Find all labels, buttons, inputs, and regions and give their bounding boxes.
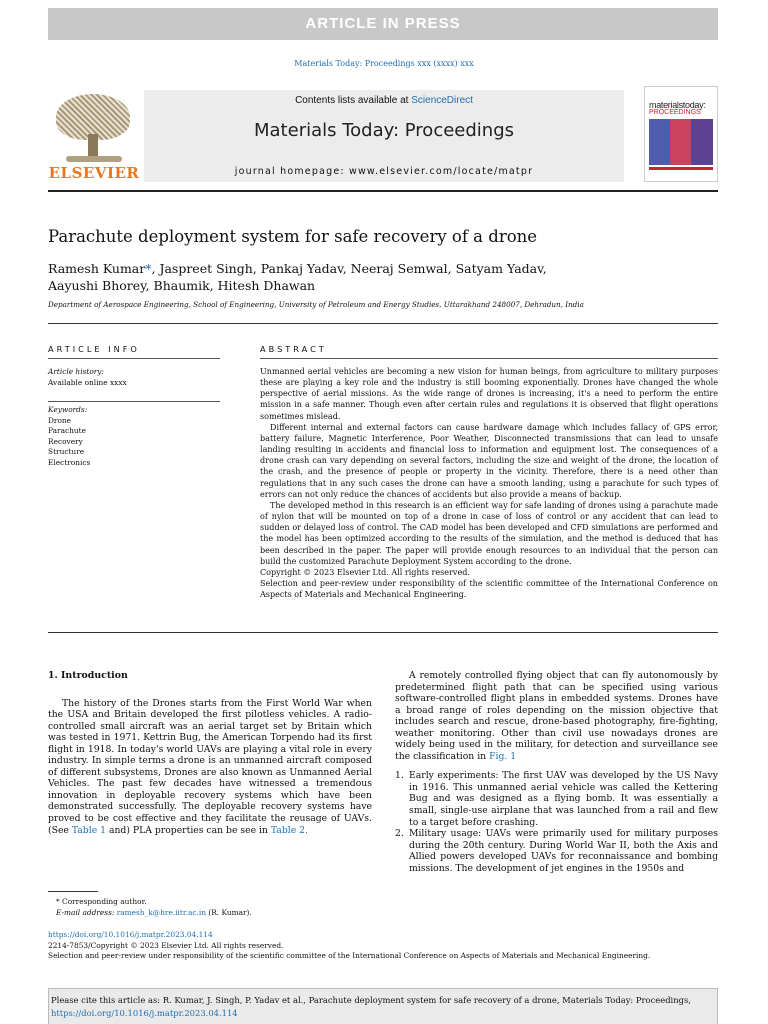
journal-cover-image[interactable]	[644, 86, 718, 182]
citation-box	[48, 988, 718, 1024]
issn-copyright: 2214-7853/Copyright © 2023 Elsevier Ltd. All rights reserved.	[48, 940, 284, 950]
body-paragraph: A remotely controlled flying object that can fly autonomously by predetermined flight path that can be specified using various software-controlled flight plans in embedded systems. Drones have a broad range of roles depending on the mission objective that includes search and rescue, drone-based photography, fire-fighting, weather monitoring. Other than civil use nowadays drones are widely being used in the military, for detection and surveillance see the classification in Fig. 1	[395, 670, 718, 762]
list-item: 1. Early experiments: The first UAV was developed by the US Navy in 1916. This unmanned aerial vehicle was called the Kettering Bug and was designed as a flying bomb. It was essentially a small, single-use airplane that was launched from a rail and flew to a target before crashing.	[395, 770, 718, 828]
affiliation: Department of Aerospace Engineering, School of Engineering, University of Petroleum and Energy Studies, Uttarakhand 248007, Dehradun, India	[48, 300, 584, 309]
cover-subtitle: PROCEEDINGS	[649, 109, 701, 116]
cover-title: materialstoday:	[649, 100, 706, 110]
list-item: 2. Military usage: UAVs were primarily used for military purposes during the 20th century. During World War II, both the Axis and Allied powers developed UAVs for reconnaissance and bombing missions. The development of jet engines in the 1950s and	[395, 828, 718, 874]
article-history: Article history: Available online xxxx	[48, 367, 127, 387]
selection-note: Selection and peer-review under responsibility of the scientific committee of the International Conference on Aspects of Materials and Mechanical Engineering.	[48, 951, 651, 960]
publisher-logo-text: ELSEVIER	[48, 164, 140, 182]
elsevier-logo[interactable]	[48, 90, 140, 182]
keywords: Keywords: Drone Parachute Recovery Structure Electronics	[48, 405, 218, 468]
keyword: Drone	[48, 415, 72, 425]
abstract-heading: ABSTRACT	[260, 344, 327, 354]
history-list	[395, 770, 718, 874]
journal-header	[144, 90, 624, 182]
author-name[interactable]: Ramesh Kumar	[48, 261, 146, 276]
abstract-paragraph: Unmanned aerial vehicles are becoming a new vision for human beings, from agriculture to military purposes these are playing a key role and the industry is still booming exponentially. Drones have changed the whole perspective of aerial missions. As the wide range of drones is increasing, it's a need to perform the entire mission in a safe manner. Though even after certain rules and regulations it is observed that flight operations sometimes mislead.	[260, 367, 718, 421]
section-heading: 1. Introduction	[48, 670, 128, 681]
keyword: Parachute	[48, 426, 86, 435]
corresponding-author-note: * Corresponding author.	[56, 897, 147, 906]
footnote: * Corresponding author. E-mail address: ramesh_k@hre.iitr.ac.in (R. Kumar).	[48, 896, 372, 918]
table-1-link[interactable]: Table 1	[71, 824, 106, 836]
abstract-paragraph: Different internal and external factors can cause hardware damage which includes fallacy of GPS error, battery failure, Magnetic Interference, Poor Weather, Disconnected transmissions that can lead to unsafe landing resulting in accidents and financial loss to information and equipment lost. The consequences of a drone crash can vary depending on several factors, including the size and weight of the drone, the location of the crash, and the presence of people or property in the vicinity. Therefore, there is a need other than regulations that in any such cases the drone can have a smooth landing, using a parachute for such types of errors can not only reduce the chances of accidents but also provide a means of backup.	[260, 422, 718, 499]
header-divider	[48, 190, 718, 192]
journal-title: Materials Today: Proceedings	[254, 120, 514, 141]
figure-1-link[interactable]: Fig. 1	[489, 750, 517, 762]
divider	[48, 323, 718, 324]
article-info-heading: ARTICLE INFO	[48, 344, 140, 354]
author-list: Ramesh Kumar*, Jaspreet Singh, Pankaj Yadav, Neeraj Semwal, Satyam Yadav, Aayushi Bhorey, Bhaumik, Hitesh Dhawan	[48, 261, 547, 293]
abstract-paragraph: The developed method in this research is an efficient way for safe landing of drones using a parachute made of nylon that will be mounted on top of a drone in case of loss of control or any accident that can lead to sudden or delayed loss of control. The CAD model has been developed and CFD simulations are performed and the model has been optimized according to the results of the simulation, and the method is deduced that has been described in the paper. The paper will provide enough resources to an individual that the person can build the customized Parachute Deployment System according to the drone.	[260, 500, 718, 566]
article-in-press-banner: ARTICLE IN PRESS	[48, 8, 718, 40]
keyword: Structure	[48, 447, 85, 456]
table-2-link[interactable]: Table 2.	[270, 824, 308, 836]
doi-link[interactable]: https://doi.org/10.1016/j.matpr.2023.04.114	[48, 930, 213, 939]
citation-text: Please cite this article as: R. Kumar, J. Singh, P. Yadav et al., Parachute deployment system for safe recovery of a drone, Materials Today: Proceedings,	[51, 995, 691, 1005]
body-paragraph: The history of the Drones starts from the First World War when the USA and Britain developed the first pilotless vehicles. A radio-controlled small aircraft was an aerial target set by Britain which was tested in 1971. Kettrin Bug, the American Torpendo had its first flight in 1918. In today's world UAVs are playing a vital role in every industry. In simple terms a drone is an unmanned aircraft composed of different subsystems, Drones are also known as Unmanned Aerial Vehicles. The past few decades have witnessed a tremendous innovation in deployable recovery systems which have been demonstrated successfully. The deployable recovery systems have proved to be cost effective and they facilitate the reusage of UAVs. (See Table 1 and) PLA properties can be see in Table 2.	[48, 697, 372, 836]
abstract-text	[260, 366, 718, 600]
article-title: Parachute deployment system for safe recovery of a drone	[48, 227, 538, 246]
citation-doi-link[interactable]: https://doi.org/10.1016/j.matpr.2023.04.114	[51, 1008, 238, 1018]
keyword: Electronics	[48, 457, 91, 467]
body-column-right	[395, 670, 718, 874]
contents-line: Contents lists available at ScienceDirect	[295, 95, 473, 106]
peer-review-note: Selection and peer-review under responsibility of the scientific committee of the International Conference on Aspects of Materials and Mechanical Engineering.	[260, 578, 718, 600]
sciencedirect-link[interactable]: ScienceDirect	[411, 95, 473, 106]
divider	[48, 632, 718, 633]
copyright: Copyright © 2023 Elsevier Ltd. All rights reserved.	[260, 567, 470, 577]
corresponding-author-marker[interactable]: *	[145, 261, 152, 276]
body-column-left	[48, 670, 372, 836]
keyword: Recovery	[48, 436, 83, 446]
journal-homepage[interactable]: journal homepage: www.elsevier.com/locate/matpr	[234, 166, 534, 177]
publication-info	[48, 930, 728, 962]
journal-citation-link[interactable]: Materials Today: Proceedings xxx (xxxx) xxx	[294, 59, 474, 68]
author-email-link[interactable]: ramesh_k@hre.iitr.ac.in	[116, 908, 206, 917]
